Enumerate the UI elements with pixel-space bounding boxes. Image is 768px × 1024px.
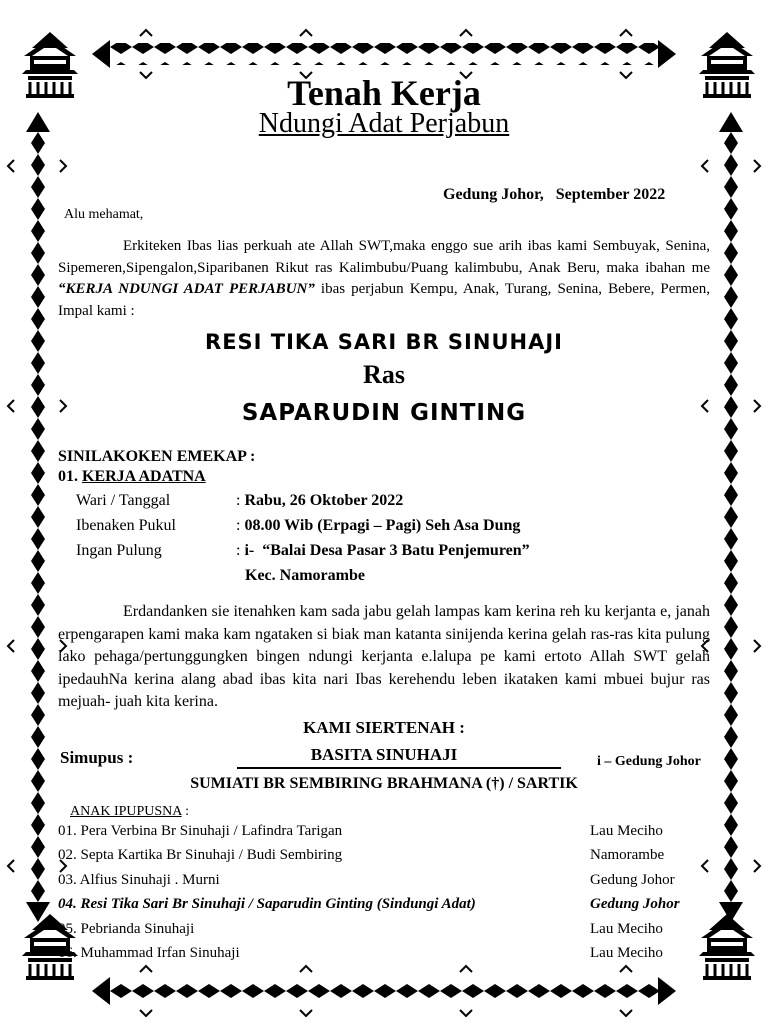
- child-place: Lau Meciho: [590, 945, 663, 961]
- child-place: Gedung Johor: [590, 871, 675, 888]
- bride-name: RESI TIKA SARI BR SINUHAJI: [205, 330, 563, 354]
- list-item: [0, 872, 768, 894]
- location-district: Kec. Namorambe: [245, 567, 365, 584]
- child-name: 06. Muhammad Irfan Sinuhaji: [58, 945, 240, 961]
- list-item: [0, 921, 768, 943]
- signatories-heading: KAMI SIERTENAH :: [303, 718, 465, 737]
- place-date: Gedung Johor, September 2022: [443, 186, 666, 203]
- child-name: 05. Pebrianda Sinuhaji: [58, 920, 195, 937]
- signature-line: [237, 767, 561, 769]
- head-of-family-place: i – Gedung Johor: [597, 754, 701, 769]
- head-of-family-name: BASITA SINUHAJI: [310, 745, 458, 764]
- child-name: 03. Alfius Sinuhaji . Murni: [58, 871, 220, 888]
- children-heading: ANAK IPUPUSNA :: [70, 804, 190, 819]
- child-name: 04. Resi Tika Sari Br Sinuhaji / Saparudin Ginting (Sindungi Adat): [58, 896, 476, 913]
- list-item: [0, 847, 768, 869]
- child-place: Lau Meciho: [590, 823, 663, 839]
- child-place: Namorambe: [590, 847, 665, 864]
- top-border-band: [92, 30, 676, 78]
- list-item: [0, 896, 768, 918]
- closing-paragraph: Erdandanken sie itenahken kam sada jabu gelah lampas kam kerina reh ku kerjanta e, janah erpengarapen kami maka kam ngataken si biak man katanta sinijenda kerina gelah ras-ras kita pulung lako pehaga/pertunggungken bingen ndungi kerjanta e.lalupa pe kami ertoto Allah SWT gelah ipedauhNa kerina alang abad ibas kita nari Ibas kerehendu leben ikataken kami mbuei bujur ras mejuah- juah kita kerina.: [58, 603, 710, 710]
- schedule-row-location: Ingan Pulung : i- “Balai Desa Pasar 3 Batu Penjemuren”: [76, 542, 530, 559]
- event-title: 01. KERJA ADATNA: [58, 468, 206, 485]
- spouse-line: SUMIATI BR SEMBIRING BRAHMANA (†) / SARTIK: [190, 775, 578, 792]
- simupus-label: Simupus :: [60, 748, 134, 767]
- groom-name: SAPARUDIN GINTING: [241, 400, 527, 426]
- intro-paragraph: Erkiteken Ibas lias perkuah ate Allah SWT,maka enggo sue arih ibas kami Sembuyak, Senina, Sipemeren,Sipengalon,Siparibanen Rikut ras Kalimbubu/Puang kalimbubu, Anak Beru, maka ibahan me “KERJA NDUNGI ADAT PERJABUN” ibas perjabun Kempu, Anak, Turang, Senina, Bebere, Permen, Impal kami :: [58, 238, 710, 319]
- page-subtitle: Ndungi Adat Perjabun: [258, 108, 510, 139]
- bottom-border-band: [92, 966, 676, 1016]
- schedule-row-time: Ibenaken Pukul : 08.00 Wib (Erpagi – Pagi) Seh Asa Dung: [76, 517, 521, 534]
- schedule-heading: SINILAKOKEN EMEKAP :: [58, 448, 256, 465]
- couple-conjunction: Ras: [363, 360, 405, 389]
- salutation: Alu mehamat,: [64, 207, 144, 222]
- child-name: 02. Septa Kartika Br Sinuhaji / Budi Sembiring: [58, 847, 343, 864]
- list-item: [0, 945, 768, 967]
- schedule-row-date: Wari / Tanggal : Rabu, 26 Oktober 2022: [76, 492, 404, 509]
- child-place: Lau Meciho: [590, 920, 663, 937]
- child-name: 01. Pera Verbina Br Sinuhaji / Lafindra Tarigan: [58, 823, 343, 839]
- page-title: Tenah Kerja: [287, 73, 481, 113]
- child-place: Gedung Johor: [590, 896, 680, 913]
- list-item: [0, 823, 768, 845]
